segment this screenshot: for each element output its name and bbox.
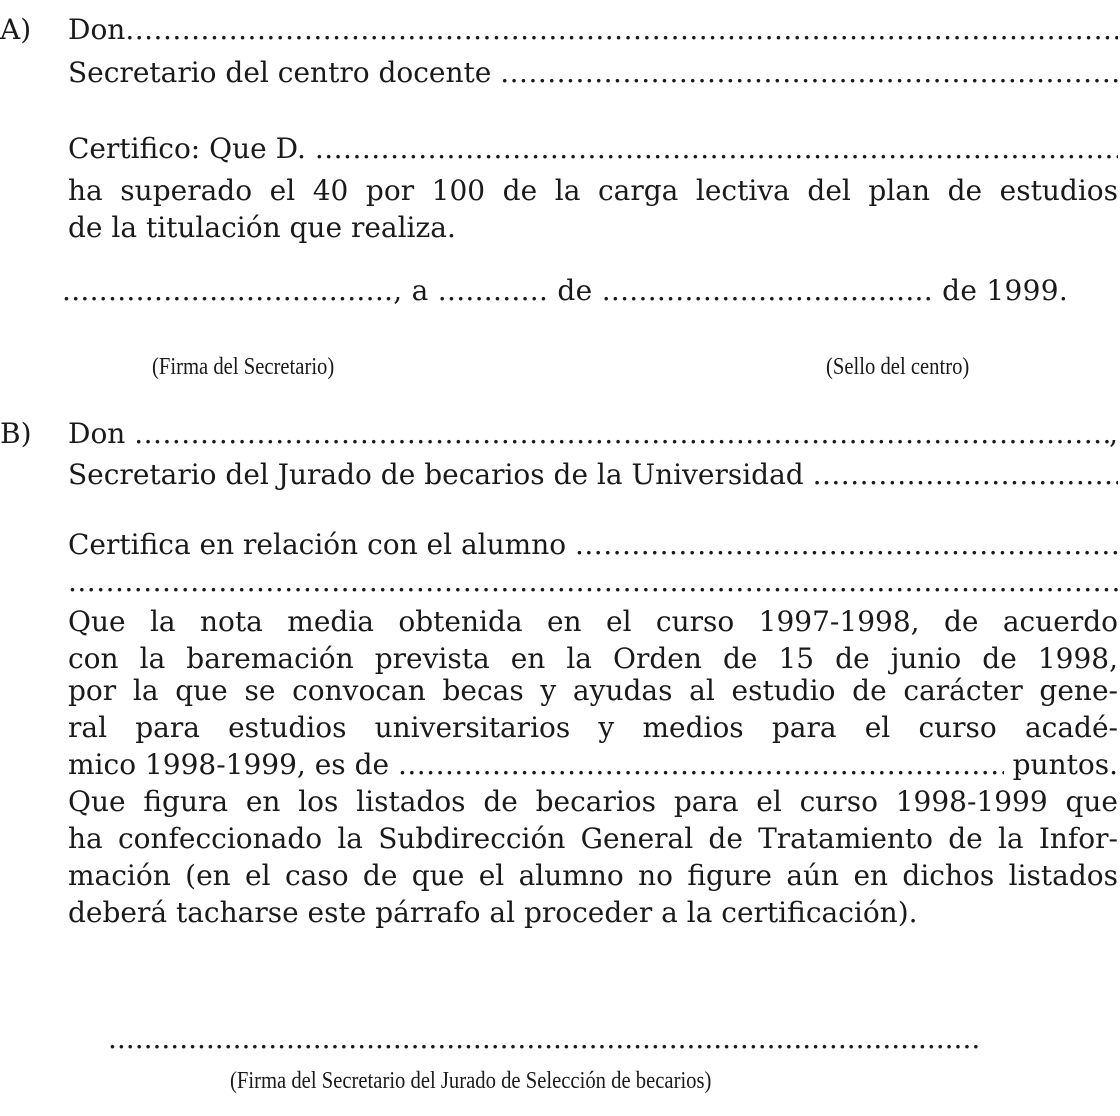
- section-b-secretario-line: [68, 456, 1118, 494]
- section-b-signature-caption: (Firma del Secretario del Jurado de Selección de becarios): [230, 1068, 712, 1094]
- section-a-certifico-label: Certifico: Que D.: [68, 132, 315, 165]
- section-b-don-fill-field[interactable]: [134, 415, 1109, 453]
- section-a-don-line: [68, 11, 1118, 49]
- section-b-paragraph-line-3: por la que se convocan becas y ayudas al estudio de carácter gene-: [68, 674, 1118, 707]
- section-b-alumno-continuation-line: [68, 563, 1118, 601]
- section-b-secretario-label: Secretario del Jurado de becarios de la Universidad: [68, 458, 813, 491]
- section-b-paragraph-line-5: [68, 746, 1118, 784]
- section-b-marker: B): [0, 417, 32, 450]
- section-b-universidad-fill-field[interactable]: [813, 456, 1118, 494]
- section-a-don-label: Don: [68, 13, 126, 46]
- section-a-paragraph-line-1: ha superado el 40 por 100 de la carga lectiva del plan de estudios: [68, 174, 1118, 207]
- section-a-sello-caption: (Sello del centro): [826, 354, 970, 380]
- section-a-alumno-fill-field[interactable]: [315, 130, 1118, 168]
- section-a-paragraph-line-2: de la titulación que realiza.: [68, 211, 456, 244]
- section-a-date-line[interactable]: ...................................., a ............ de .................................... de 1999.: [62, 274, 1069, 307]
- section-a-certifico-line: [68, 130, 1118, 168]
- section-b-certifica-line: [68, 526, 1118, 564]
- section-b-alumno-fill-field[interactable]: [575, 526, 1118, 564]
- section-b-paragraph-line-1: Que la nota media obtenida en el curso 1997-1998, de acuerdo: [68, 605, 1118, 638]
- section-b-don-label: Don: [68, 417, 135, 450]
- section-b-nota-label: mico 1998-1999, es de: [68, 748, 398, 781]
- section-b-don-comma: ,: [1109, 417, 1118, 450]
- section-a-secretario-label: Secretario del centro docente: [68, 56, 501, 89]
- section-b-puntos-label: puntos.: [1003, 748, 1118, 781]
- section-b-paragraph-line-9: deberá tacharse este párrafo al proceder a la certificación).: [68, 896, 918, 929]
- section-a-firma-caption: (Firma del Secretario): [152, 354, 335, 380]
- section-b-paragraph-line-6: Que figura en los listados de becarios para el curso 1998-1999 que: [68, 785, 1118, 818]
- section-b-paragraph-line-7: ha confeccionado la Subdirección General de Tratamiento de la Infor-: [68, 822, 1118, 855]
- section-b-alumno-continuation-fill-field[interactable]: [68, 563, 1118, 601]
- section-b-puntos-fill-field[interactable]: [398, 746, 1004, 784]
- section-b-paragraph-line-2: con la baremación prevista en la Orden de 15 de junio de 1998,: [68, 642, 1118, 675]
- section-b-don-line: [68, 415, 1118, 453]
- section-a-marker: A): [0, 13, 32, 46]
- section-b-signature-line[interactable]: ..................................................................................................: [108, 1024, 981, 1054]
- section-a-centro-fill-field[interactable]: [500, 54, 1118, 92]
- section-a-secretario-line: [68, 54, 1118, 92]
- section-b-certifica-label: Certifica en relación con el alumno: [68, 528, 575, 561]
- section-b-paragraph-line-4: ral para estudios universitarios y medios para el curso acadé-: [68, 711, 1118, 744]
- section-b-paragraph-line-8: mación (en el caso de que el alumno no figure aún en dichos listados: [68, 859, 1118, 892]
- section-a-don-fill-field[interactable]: [125, 11, 1118, 49]
